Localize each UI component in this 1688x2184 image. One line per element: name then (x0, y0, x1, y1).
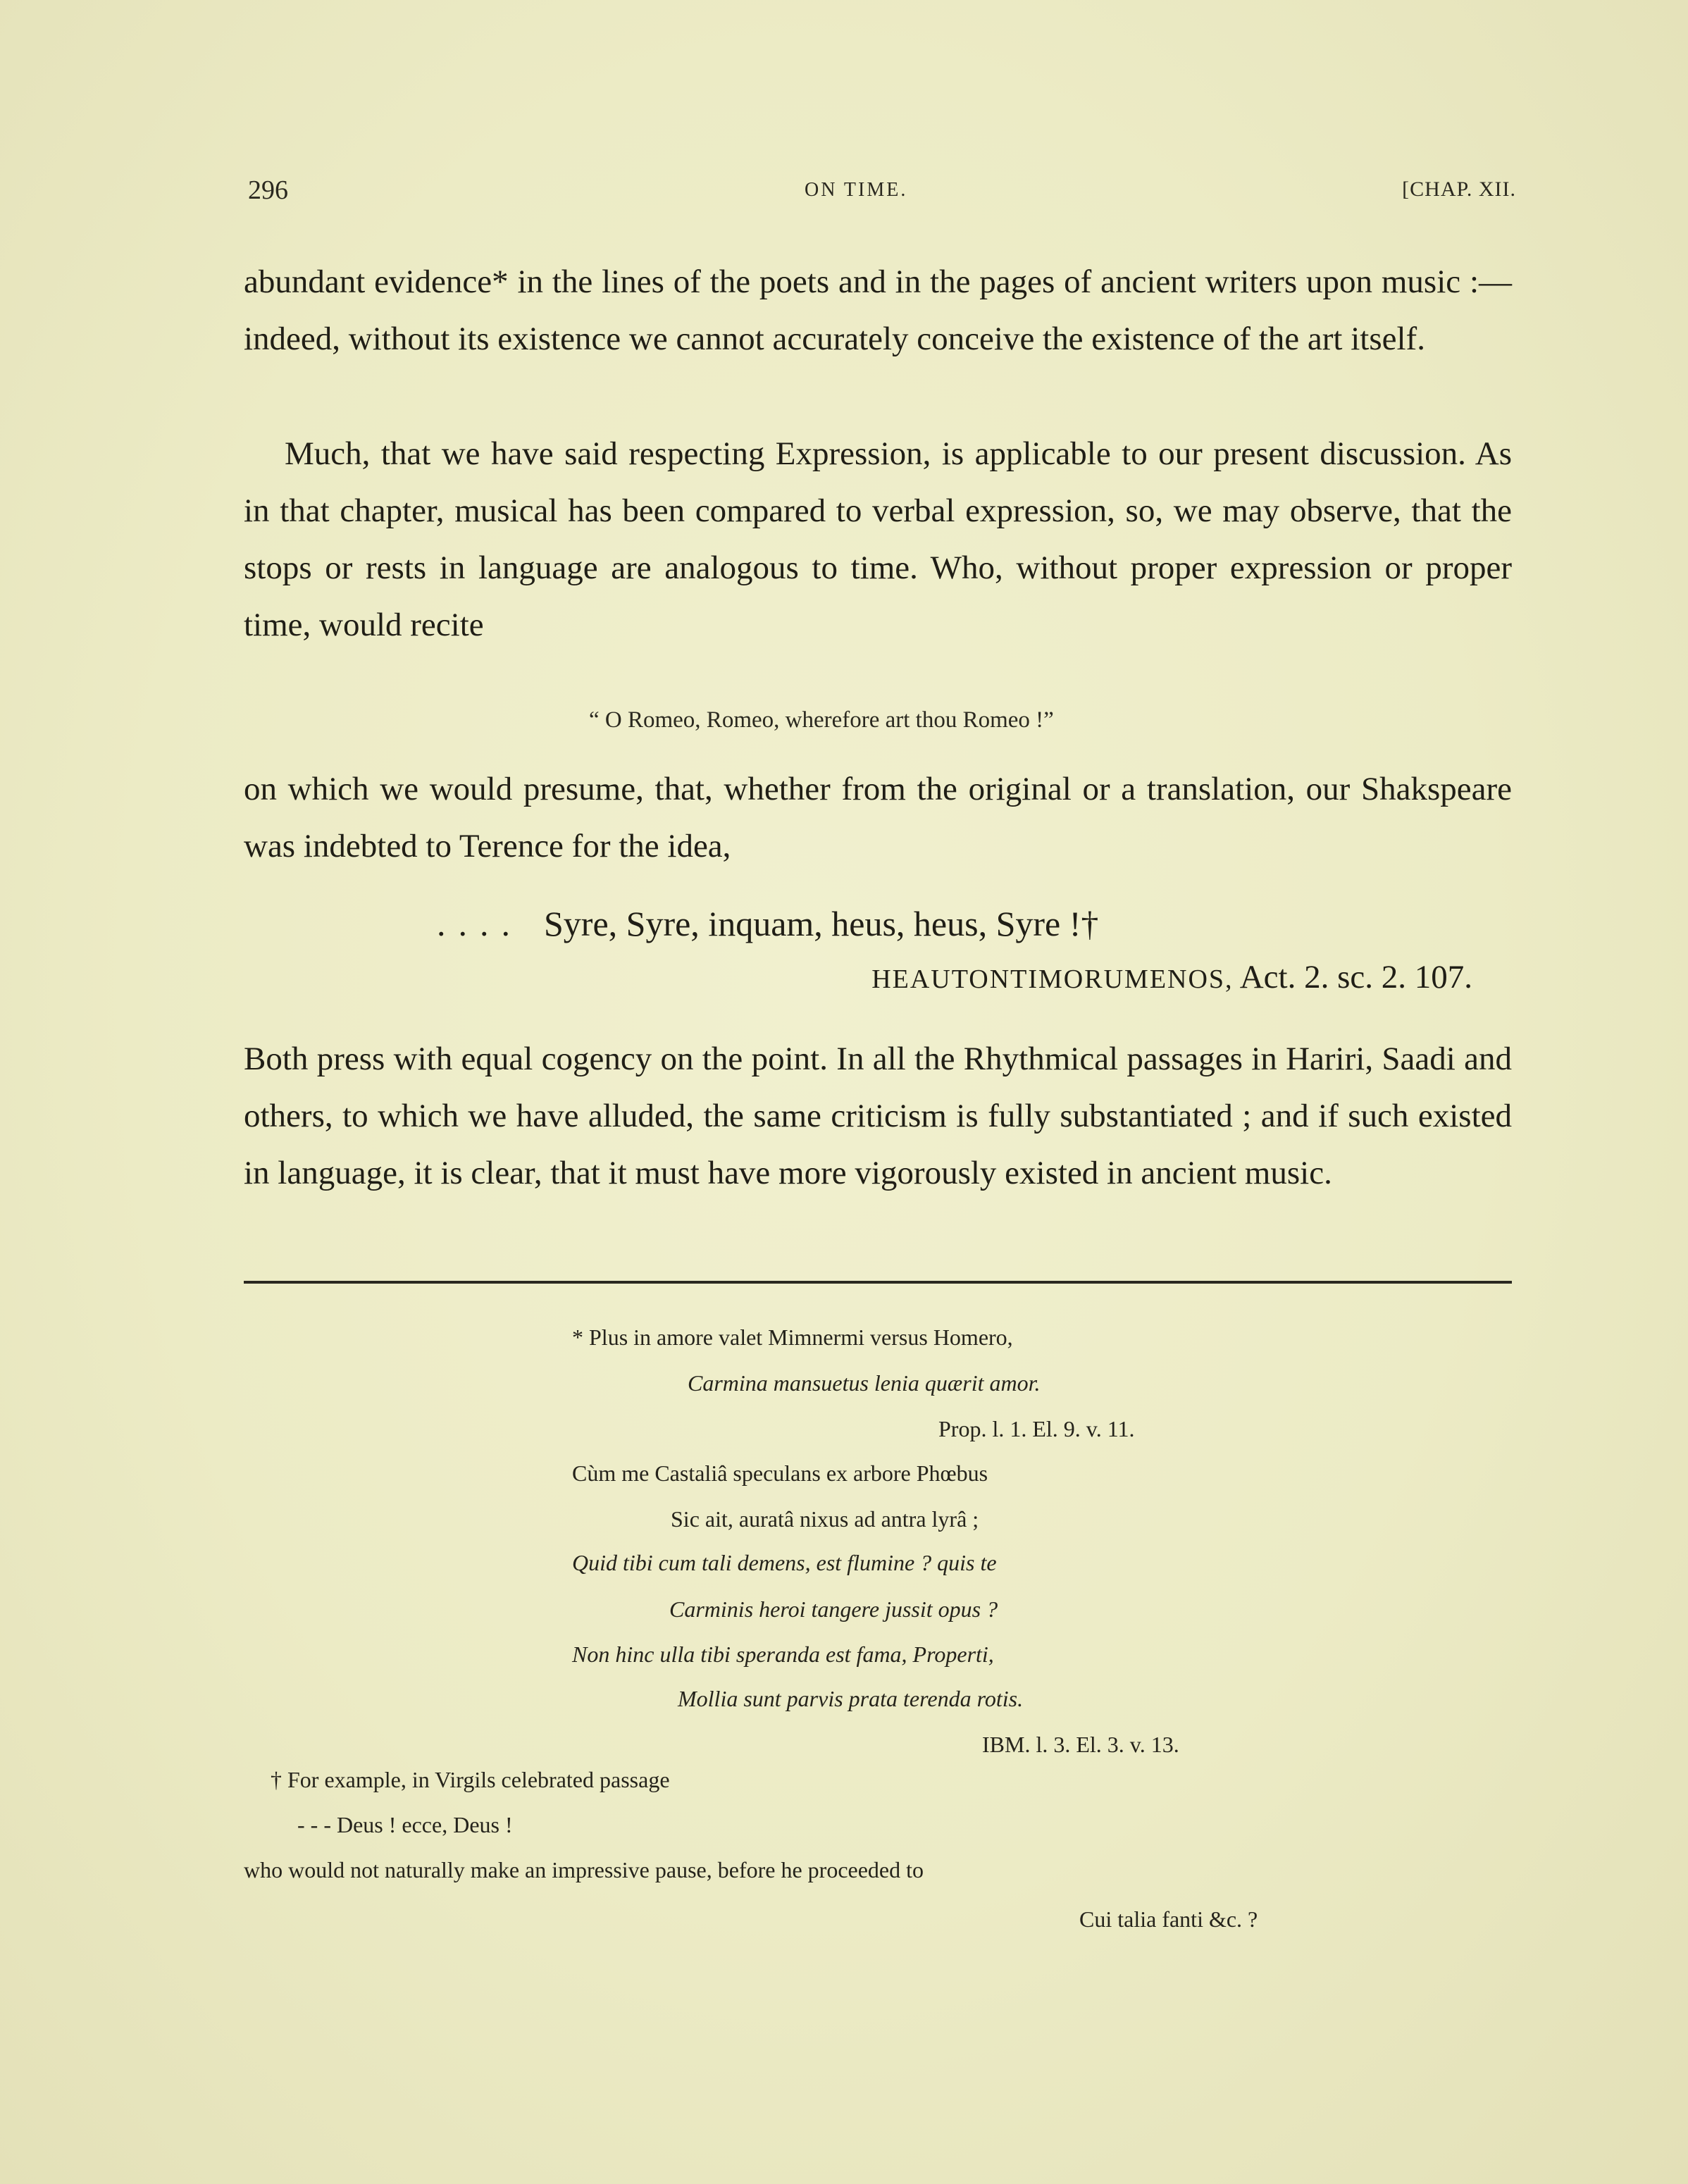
footnote-dagger-line-4: Cui talia fanti &c. ? (1079, 1906, 1258, 1932)
ellipsis-dots: .... (437, 904, 523, 943)
footnote-star-line-7: Non hinc ulla tibi speranda est fama, Properti, (572, 1642, 994, 1667)
terence-play-name: HEAUTONTIMORUMENOS, (871, 964, 1234, 994)
page-number: 296 (248, 175, 288, 205)
chapter-label: [CHAP. XII. (1402, 178, 1516, 201)
footnote-star-ref-1: Prop. l. 1. El. 9. v. 11. (938, 1416, 1135, 1441)
footnote-dagger-line-1: † For example, in Virgils celebrated passage (271, 1767, 670, 1792)
terence-reference: Act. 2. sc. 2. 107. (1239, 959, 1472, 995)
footnote-star-line-6: Carminis heroi tangere jussit opus ? (669, 1596, 998, 1622)
running-header (248, 175, 1516, 210)
footnote-divider (244, 1281, 1512, 1284)
romeo-quote: “ O Romeo, Romeo, wherefore art thou Romeo !” (589, 707, 1054, 733)
footnote-star-line-1: * Plus in amore valet Mimnermi versus Homero, (572, 1324, 1013, 1350)
paragraph-4: Both press with equal cogency on the point. In all the Rhythmical passages in Hariri, Saadi and others, to which we have alluded, the same criticism is fully substantiated ; and if such existed in language, it is clear, that it must have more vigorously existed in ancient music. (244, 1041, 1512, 1191)
footnote-star-line-2: Carmina mansuetus lenia quærit amor. (688, 1370, 1041, 1396)
terence-quote (437, 903, 1098, 944)
paragraph-3: on which we would presume, that, whether from the original or a translation, our Shakspeare was indebted to Terence for the idea, (244, 771, 1512, 864)
footnote-star-line-4: Sic ait, auratâ nixus ad antra lyrâ ; (671, 1506, 979, 1532)
terence-source (871, 958, 1472, 996)
footnote-star-line-3: Cùm me Castaliâ speculans ex arbore Phœbus (572, 1460, 988, 1486)
running-title: ON TIME. (805, 179, 908, 201)
footnote-star-ref-2: IBM. l. 3. El. 3. v. 13. (982, 1732, 1179, 1757)
footnote-star-line-5: Quid tibi cum tali demens, est flumine ? quis te (572, 1550, 997, 1575)
paragraph-1: abundant evidence* in the lines of the poets and in the pages of ancient writers upon music :—indeed, without its existence we cannot accurately conceive the existence of the art itself. (244, 263, 1512, 357)
footnote-dagger-line-3: who would not naturally make an impressive pause, before he proceeded to (244, 1857, 924, 1882)
terence-quote-text: Syre, Syre, inquam, heus, heus, Syre !† (544, 904, 1099, 943)
paragraph-2: Much, that we have said respecting Expression, is applicable to our present discussion. As in that chapter, musical has been compared to verbal expression, so, we may observe, that the stops or rests in language are analogous to time. Who, without proper expression or proper time, would recite (244, 435, 1512, 643)
footnote-star-line-8: Mollia sunt parvis prata terenda rotis. (678, 1686, 1024, 1711)
footnote-dagger-line-2: - - - Deus ! ecce, Deus ! (297, 1812, 513, 1837)
